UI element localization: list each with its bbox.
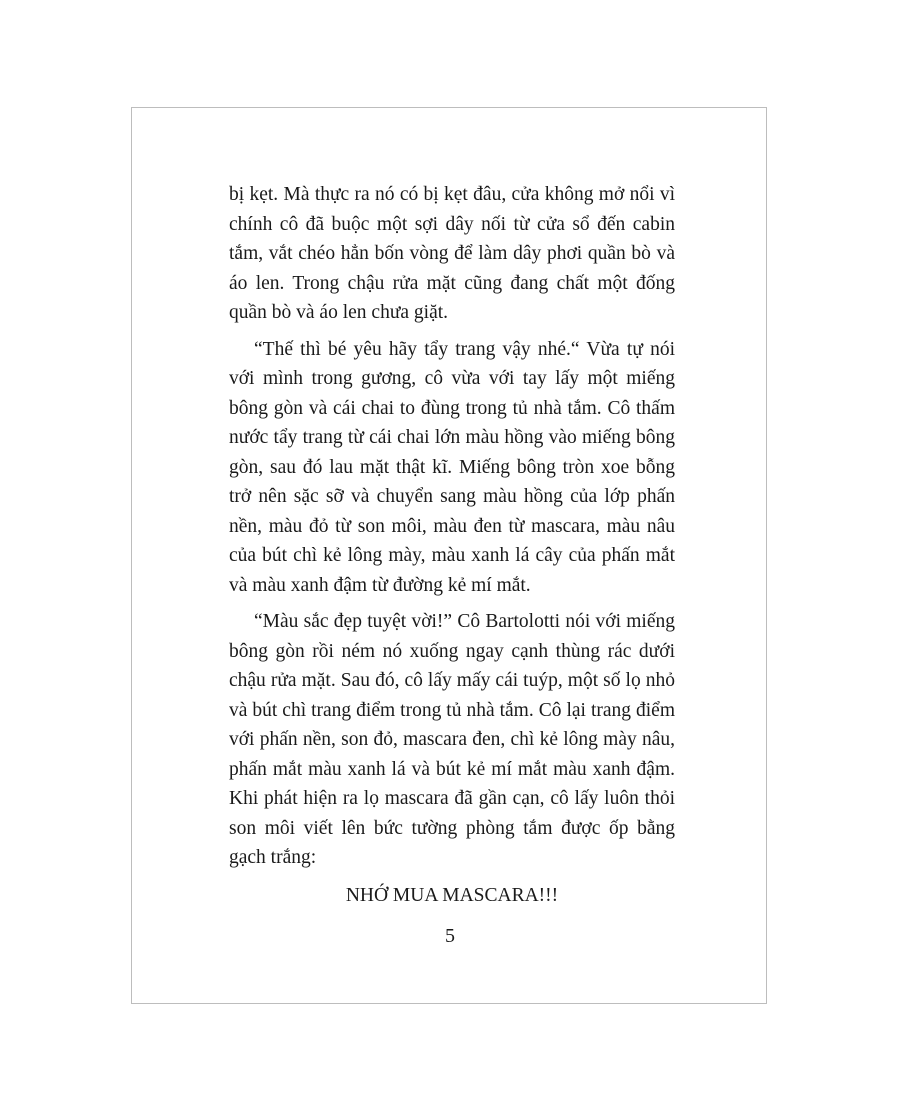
paragraph-2: “Thế thì bé yêu hãy tẩy trang vậy nhé.“ Vừa tự nói với mình trong gương, cô vừa với tay lấy một miếng bông gòn và cái chai to đùng trong tủ nhà tắm. Cô thấm nước tẩy trang từ cái chai lớn màu hồng vào miếng bông gòn, sau đó lau mặt thật kĩ. Miếng bông tròn xoe bỗng trở nên sặc sỡ và chuyển sang màu hồng của lớp phấn nền, màu đỏ từ son môi, màu đen từ mascara, màu nâu của bút chì kẻ lông mày, màu xanh lá cây của phấn mắt và màu xanh đậm từ đường kẻ mí mắt. xyxy=(229,338,675,596)
lipstick-note: NHỚ MUA MASCARA!!! xyxy=(345,884,559,906)
paragraph-1: bị kẹt. Mà thực ra nó có bị kẹt đâu, cửa không mở nổi vì chính cô đã buộc một sợi dây nối từ cửa sổ đến cabin tắm, vắt chéo hẳn bốn vòng để làm dây phơi quần bò và áo len. Trong chậu rửa mặt cũng đang chất một đống quần bò và áo len chưa giặt. xyxy=(229,184,675,323)
body-text xyxy=(229,180,675,917)
page-number: 5 xyxy=(445,925,455,947)
paragraph-3: “Màu sắc đẹp tuyệt vời!” Cô Bartolotti nói với miếng bông gòn rồi ném nó xuống ngay cạnh thùng rác dưới chậu rửa mặt. Sau đó, cô lấy mấy cái tuýp, một số lọ nhỏ và bút chì trang điểm trong tủ nhà tắm. Cô lại trang điểm với phấn nền, son đỏ, mascara đen, chì kẻ lông mày nâu, phấn mắt màu xanh lá và bút kẻ mí mắt màu xanh đậm. Khi phát hiện ra lọ mascara đã gần cạn, cô lấy luôn thỏi son môi viết lên bức tường phòng tắm được ốp bằng gạch trắng: xyxy=(229,611,675,868)
